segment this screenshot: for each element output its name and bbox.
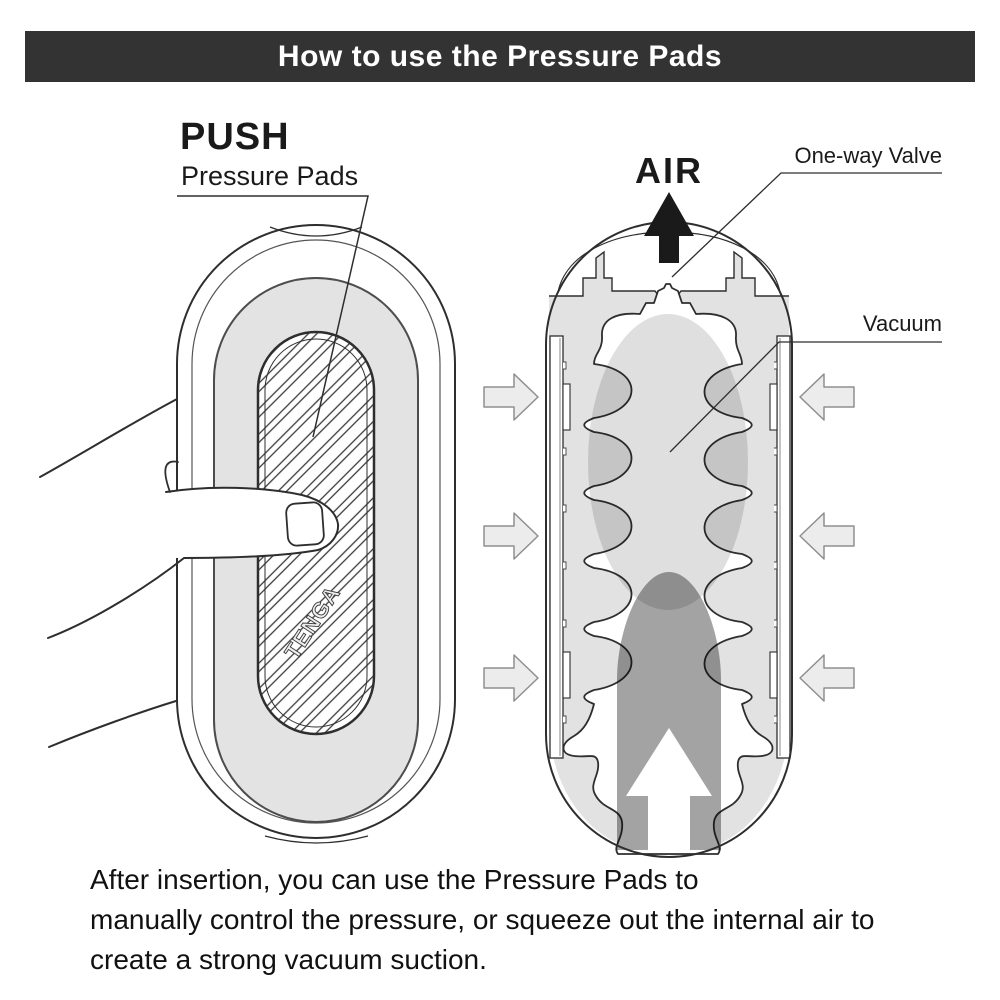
arm-top-line (40, 399, 177, 477)
caption (90, 860, 874, 980)
vacuum-chamber (588, 314, 748, 610)
push-label: PUSH (180, 116, 290, 158)
one-way-valve-label: One-way Valve (794, 143, 942, 168)
pressure-arrow-right-mid (800, 513, 854, 559)
page-title: How to use the Pressure Pads (277, 39, 723, 73)
caption-line-1: After insertion, you can use the Pressure Pads to (90, 864, 699, 895)
pressure-pads-label: Pressure Pads (181, 161, 359, 191)
device-cross-section (484, 173, 942, 857)
caption-line-2: manually control the pressure, or squeeze out the internal air to (90, 904, 875, 935)
finger-crease-line (49, 701, 176, 747)
pressure-arrow-left-bot (484, 655, 538, 701)
fingernail (286, 502, 325, 546)
air-label: AIR (635, 150, 703, 191)
pressure-arrow-right-bot (800, 655, 854, 701)
pressure-arrow-right-top (800, 374, 854, 420)
pressure-arrow-left-top (484, 374, 538, 420)
caption-line-3: create a strong vacuum suction. (90, 944, 487, 975)
vacuum-label: Vacuum (862, 311, 942, 336)
pressure-arrow-left-mid (484, 513, 538, 559)
tenga-logo: TENGA (279, 581, 346, 664)
